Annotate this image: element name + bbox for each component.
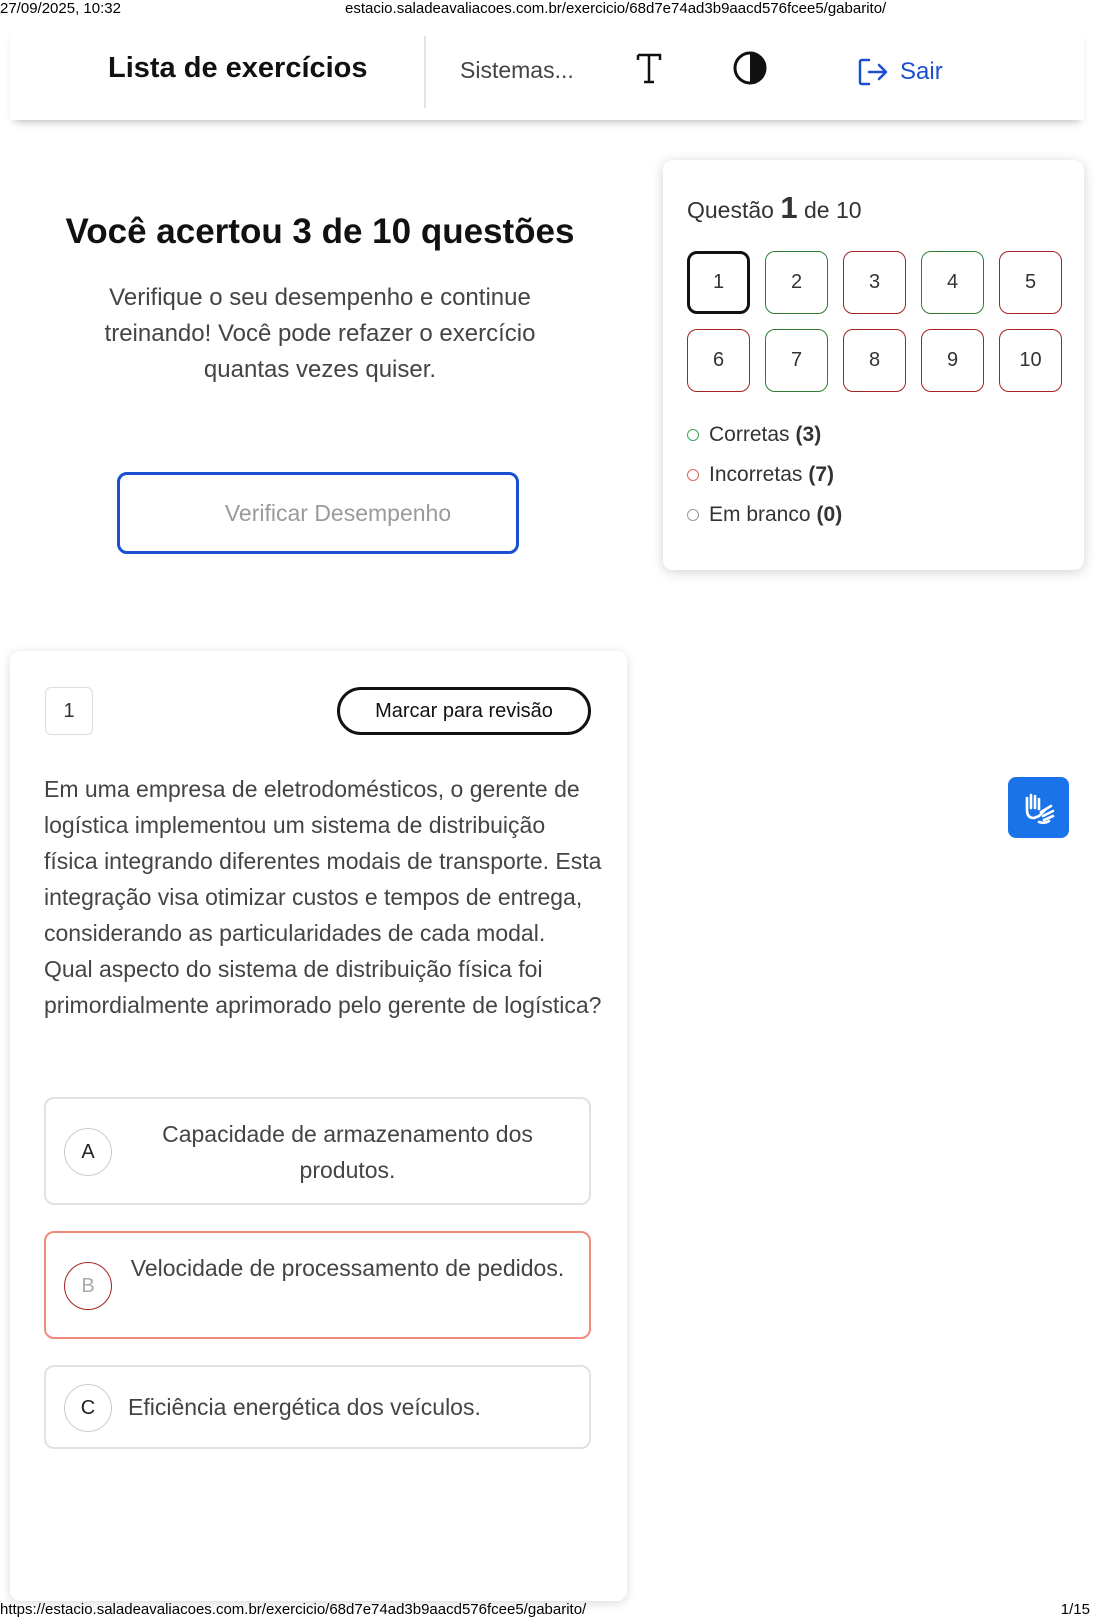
incorrect-dot-icon <box>687 469 699 481</box>
logout-label: Sair <box>900 58 943 85</box>
question-label-suffix: de 10 <box>803 197 862 223</box>
option-a[interactable] <box>44 1097 591 1205</box>
print-footer-url: https://estacio.saladeavaliacoes.com.br/exercicio/68d7e74ad3b9aacd576fcee5/gabarito/ <box>0 1601 587 1618</box>
result-summary <box>60 210 580 388</box>
status-legend <box>687 415 842 535</box>
question-position-label <box>687 190 862 226</box>
legend-blank-label: Em branco <box>709 503 811 526</box>
legend-correct-label: Corretas <box>709 423 790 446</box>
correct-dot-icon <box>687 429 699 441</box>
option-text: Capacidade de armazenamento dos produtos. <box>162 1121 533 1183</box>
font-size-button[interactable] <box>630 48 670 88</box>
question-label-prefix: Questão <box>687 197 774 223</box>
current-question-number: 1 <box>780 190 798 225</box>
header-divider <box>424 36 426 108</box>
option-text: Velocidade de processamento de pedidos. <box>130 1255 565 1281</box>
sign-language-button[interactable] <box>1008 777 1069 838</box>
question-nav-4[interactable]: 4 <box>921 251 984 314</box>
legend-incorrect-label: Incorretas <box>709 463 803 486</box>
question-nav-10[interactable]: 10 <box>999 329 1062 392</box>
question-nav-7[interactable]: 7 <box>765 329 828 392</box>
legend-blank <box>687 495 842 535</box>
page-title: Lista de exercícios <box>108 52 368 84</box>
question-nav-1[interactable]: 1 <box>687 251 750 314</box>
result-heading: Você acertou 3 de 10 questões <box>65 212 575 251</box>
option-letter: B <box>64 1262 112 1310</box>
statement-paragraph: Em uma empresa de eletrodomésticos, o gerente de logística implementou um sistema de distribuição física integrando diferentes modais de transporte. Esta integração visa otimizar custos e tempos de entrega, considerando as particularidades de cada modal. <box>44 776 602 946</box>
option-letter: C <box>64 1384 112 1432</box>
top-bar <box>10 28 1084 120</box>
question-card <box>10 651 627 1601</box>
font-size-icon <box>630 48 670 88</box>
statement-question: Qual aspecto do sistema de distribuição física foi primordialmente aprimorado pelo gerente de logística? <box>44 956 602 1018</box>
sign-language-hands-icon <box>1019 788 1059 828</box>
question-nav-9[interactable]: 9 <box>921 329 984 392</box>
question-nav-3[interactable]: 3 <box>843 251 906 314</box>
question-grid <box>687 251 1062 392</box>
legend-correct <box>687 415 842 455</box>
question-statement <box>44 771 604 1023</box>
question-number-badge: 1 <box>45 687 93 735</box>
option-b[interactable] <box>44 1231 591 1339</box>
legend-blank-count: (0) <box>816 503 843 526</box>
mark-for-review-button[interactable]: Marcar para revisão <box>337 687 591 735</box>
option-text: Eficiência energética dos veículos. <box>128 1394 481 1420</box>
logout-button[interactable] <box>856 52 943 92</box>
course-name[interactable]: Sistemas... <box>460 57 574 83</box>
verify-performance-button[interactable]: Verificar Desempenho <box>117 472 519 554</box>
print-header <box>0 0 1094 18</box>
question-nav-6[interactable]: 6 <box>687 329 750 392</box>
print-page-number: 1/15 <box>1060 1601 1090 1618</box>
question-navigator <box>663 160 1084 570</box>
result-message: Verifique o seu desempenho e continue treinando! Você pode refazer o exercício quantas vezes quiser. <box>104 284 536 383</box>
blank-dot-icon <box>687 509 699 521</box>
legend-incorrect-count: (7) <box>808 463 835 486</box>
question-nav-8[interactable]: 8 <box>843 329 906 392</box>
contrast-button[interactable] <box>730 48 770 88</box>
option-c[interactable] <box>44 1365 591 1449</box>
question-nav-2[interactable]: 2 <box>765 251 828 314</box>
question-nav-5[interactable]: 5 <box>999 251 1062 314</box>
contrast-icon <box>730 48 770 88</box>
print-footer <box>0 1599 1094 1619</box>
option-letter: A <box>64 1128 112 1176</box>
print-header-url: estacio.saladeavaliacoes.com.br/exercicio/68d7e74ad3b9aacd576fcee5/gabarito/ <box>345 0 887 17</box>
logout-icon <box>856 55 890 89</box>
print-datetime: 27/09/2025, 10:32 <box>0 0 121 17</box>
legend-correct-count: (3) <box>795 423 822 446</box>
legend-incorrect <box>687 455 842 495</box>
